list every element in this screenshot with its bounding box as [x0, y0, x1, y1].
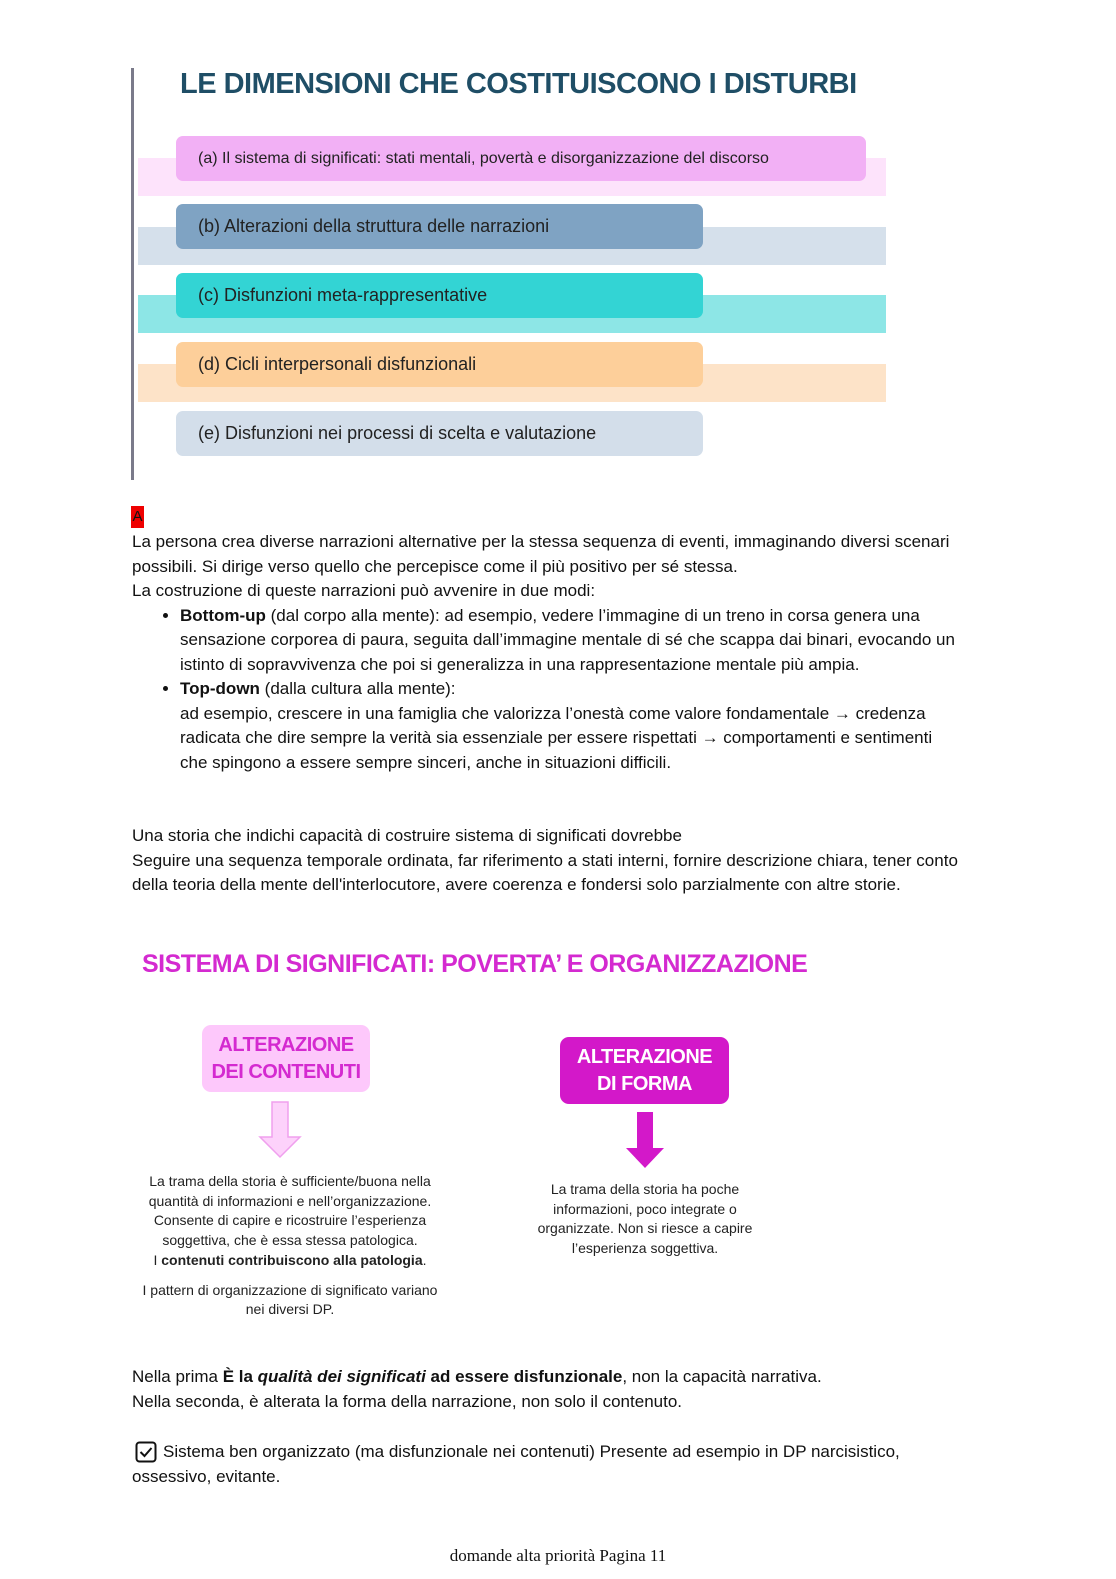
form-alteration-box: [560, 1037, 729, 1104]
checklist-item: [132, 1440, 962, 1489]
note: I pattern di organizzazione di significato variano nei diversi DP.: [142, 1281, 438, 1318]
paragraph: Nella seconda, è alterata la forma della narrazione, non solo il contenuto.: [132, 1391, 683, 1411]
form-alteration-text: La trama della storia ha poche informazioni, poco integrate o organizzate. Non si riesce a capire l’esperienza soggettiva.: [537, 1181, 753, 1257]
bold-text: ad essere disfunzionale: [425, 1367, 623, 1386]
text: I: [153, 1251, 162, 1268]
paragraph: La costruzione di queste narrazioni può avvenire in due modi:: [132, 581, 596, 600]
body-section-3: [132, 1365, 962, 1414]
dimension-c: (c) Disfunzioni meta-rappresentative: [176, 273, 703, 318]
dimension-e: (e) Disfunzioni nei processi di scelta e valutazione: [176, 411, 703, 456]
content-alteration-text: [140, 1172, 440, 1320]
arrow-down-icon: [258, 1101, 302, 1159]
paragraph: Seguire una sequenza temporale ordinata, far riferimento a stati interni, fornire descrizione chiara, tener conto della teoria della mente dell'interlocutore, avere coerenza e fondersi solo parzialmente con altre storie.: [132, 850, 958, 894]
bold-italic-text: qualità dei significati: [257, 1367, 426, 1386]
dimension-d: (d) Cicli interpersonali disfunzionali: [176, 342, 703, 387]
bullet-term: Top-down: [180, 679, 260, 698]
paragraph: [132, 1365, 962, 1390]
list-item: [180, 604, 962, 678]
text: .: [422, 1251, 427, 1268]
body-section-2: [132, 824, 962, 898]
emphasis-line: [140, 1251, 440, 1271]
page-footer: domande alta priorità Pagina 11: [449, 1546, 667, 1565]
paragraph: La persona crea diverse narrazioni alternative per la stessa sequenza di eventi, immaginando diversi scenari possibili. Si dirige verso quello che percepisce come il più positivo per sé stessa.: [132, 532, 950, 576]
slide-title: LE DIMENSIONI CHE COSTITUISCONO I DISTURBI: [180, 68, 857, 100]
bold-text: contenuti contribuiscono alla patologia: [161, 1251, 423, 1268]
text: Nella prima: [132, 1367, 223, 1386]
bullet-text: ad esempio, crescere in una famiglia che valorizza l’onestà come valore fondamentale → credenza radicata che dire sempre la verità sia essenziale per essere rispettati → comportamenti e sentimenti che spingono a essere sempre sinceri, anche in situazioni difficili.: [180, 703, 933, 772]
bullet-text: (dalla cultura alla mente):: [259, 679, 456, 698]
dimension-a: (a) Il sistema di significati: stati mentali, povertà e disorganizzazione del discorso: [176, 136, 866, 181]
box-line: ALTERAZIONE: [576, 1045, 713, 1068]
highlight-marker: A: [131, 506, 144, 528]
box-line: DEI CONTENUTI: [211, 1060, 361, 1083]
slide-border: [131, 68, 134, 480]
section-title: SISTEMA DI SIGNIFICATI: POVERTA’ E ORGANIZZAZIONE: [142, 950, 808, 978]
text: , non la capacità narrativa.: [622, 1367, 822, 1386]
arrow-down-icon: [625, 1112, 665, 1170]
body-section-1: [132, 530, 962, 775]
checklist-text: Sistema ben organizzato (ma disfunzionale nei contenuti) Presente ad esempio in DP narcisistico, ossessivo, evitante.: [132, 1442, 900, 1486]
bullet-term: Bottom-up: [180, 605, 266, 625]
dimension-b: (b) Alterazioni della struttura delle narrazioni: [176, 204, 703, 249]
bold-text: È la: [222, 1367, 258, 1386]
content-alteration-box: [202, 1025, 370, 1092]
paragraph: Una storia che indichi capacità di costruire sistema di significati dovrebbe: [132, 826, 682, 845]
bullet-text: (dal corpo alla mente): ad esempio, vedere l’immagine di un treno in corsa genera una sensazione corporea di paura, seguita dall’immagine mentale di sé che scappa dai binari, evocando un istinto di sopravvivenza che poi si generalizza in una rappresentazione mentale più ampia.: [180, 605, 955, 674]
box-line: ALTERAZIONE: [218, 1033, 354, 1056]
description: La trama della storia è sufficiente/buona nella quantità di informazioni e nell’organizzazione. Consente di capire e ricostruire l’esperienza soggettiva, che è essa stessa patologica.: [148, 1173, 432, 1249]
checkbox-checked-icon[interactable]: [135, 1441, 157, 1463]
list-item: [180, 677, 962, 775]
box-line: DI FORMA: [597, 1072, 692, 1095]
